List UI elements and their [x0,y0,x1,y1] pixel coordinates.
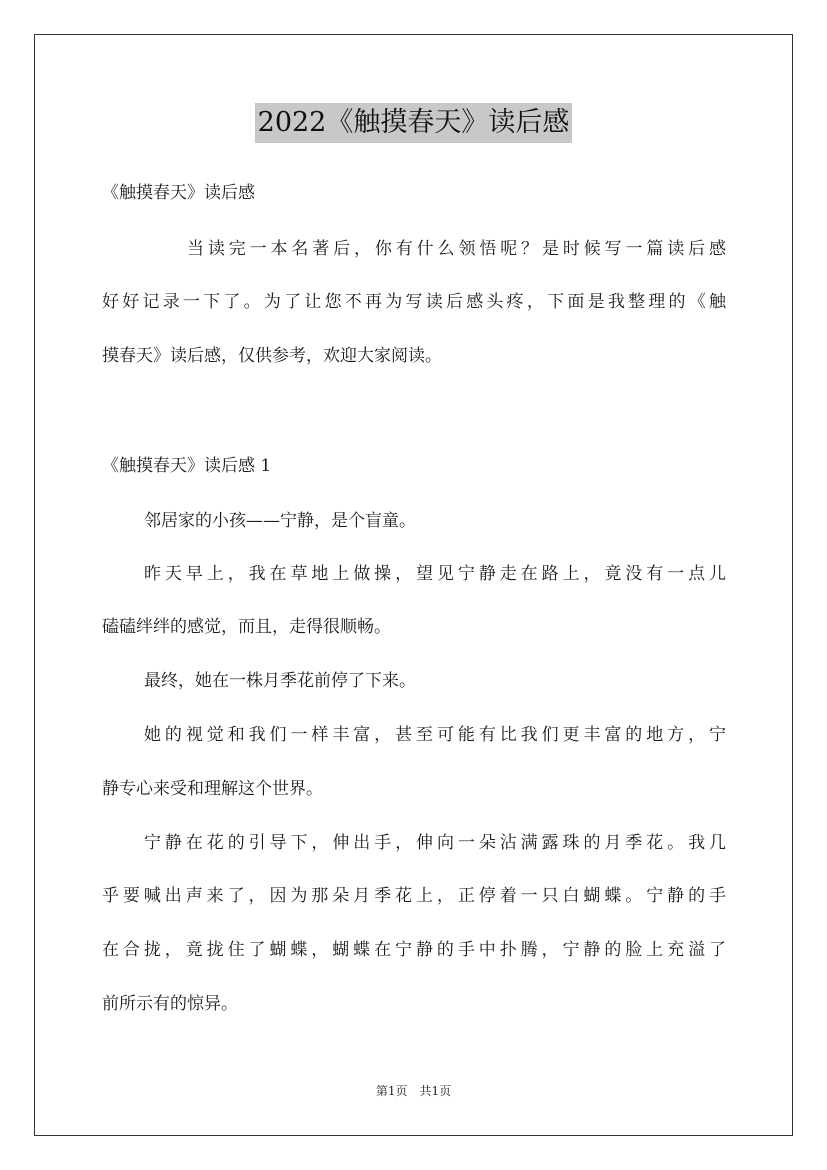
subtitle: 《触摸春天》读后感 [102,183,255,203]
intro-line-1: 当读完一本名著后，你有什么领悟呢？是时候写一篇读后感 [187,239,726,259]
body-line-7: 宁静在花的引导下，伸出手，伸向一朵沾满露珠的月季花。我几 [144,833,726,853]
intro-line-3: 摸春天》读后感，仅供参考，欢迎大家阅读。 [102,346,442,366]
body-line-3: 磕磕绊绊的感觉，而且，走得很顺畅。 [102,617,391,637]
body-line-9: 在合拢，竟拢住了蝴蝶，蝴蝶在宁静的手中扑腾，宁静的脸上充溢了 [102,940,726,960]
body-line-4: 最终，她在一株月季花前停了下来。 [144,671,416,691]
title-container [0,103,827,143]
page-footer: 第1页 共1页 [375,1084,452,1098]
body-line-8: 乎要喊出声来了，因为那朵月季花上，正停着一只白蝴蝶。宁静的手 [102,886,726,906]
intro-line-2: 好好记录一下了。为了让您不再为写读后感头疼，下面是我整理的《触 [102,292,726,312]
body-line-10: 前所示有的惊异。 [102,994,238,1014]
body-line-5: 她的视觉和我们一样丰富，甚至可能有比我们更丰富的地方，宁 [144,725,726,745]
section-heading: 《触摸春天》读后感 1 [102,456,272,476]
body-line-1: 邻居家的小孩——宁静，是个盲童。 [144,511,416,531]
document-title: 2022《触摸春天》读后感 [255,103,573,143]
body-line-6: 静专心来受和理解这个世界。 [102,779,323,799]
body-line-2: 昨天早上，我在草地上做操，望见宁静走在路上，竟没有一点儿 [144,564,726,584]
